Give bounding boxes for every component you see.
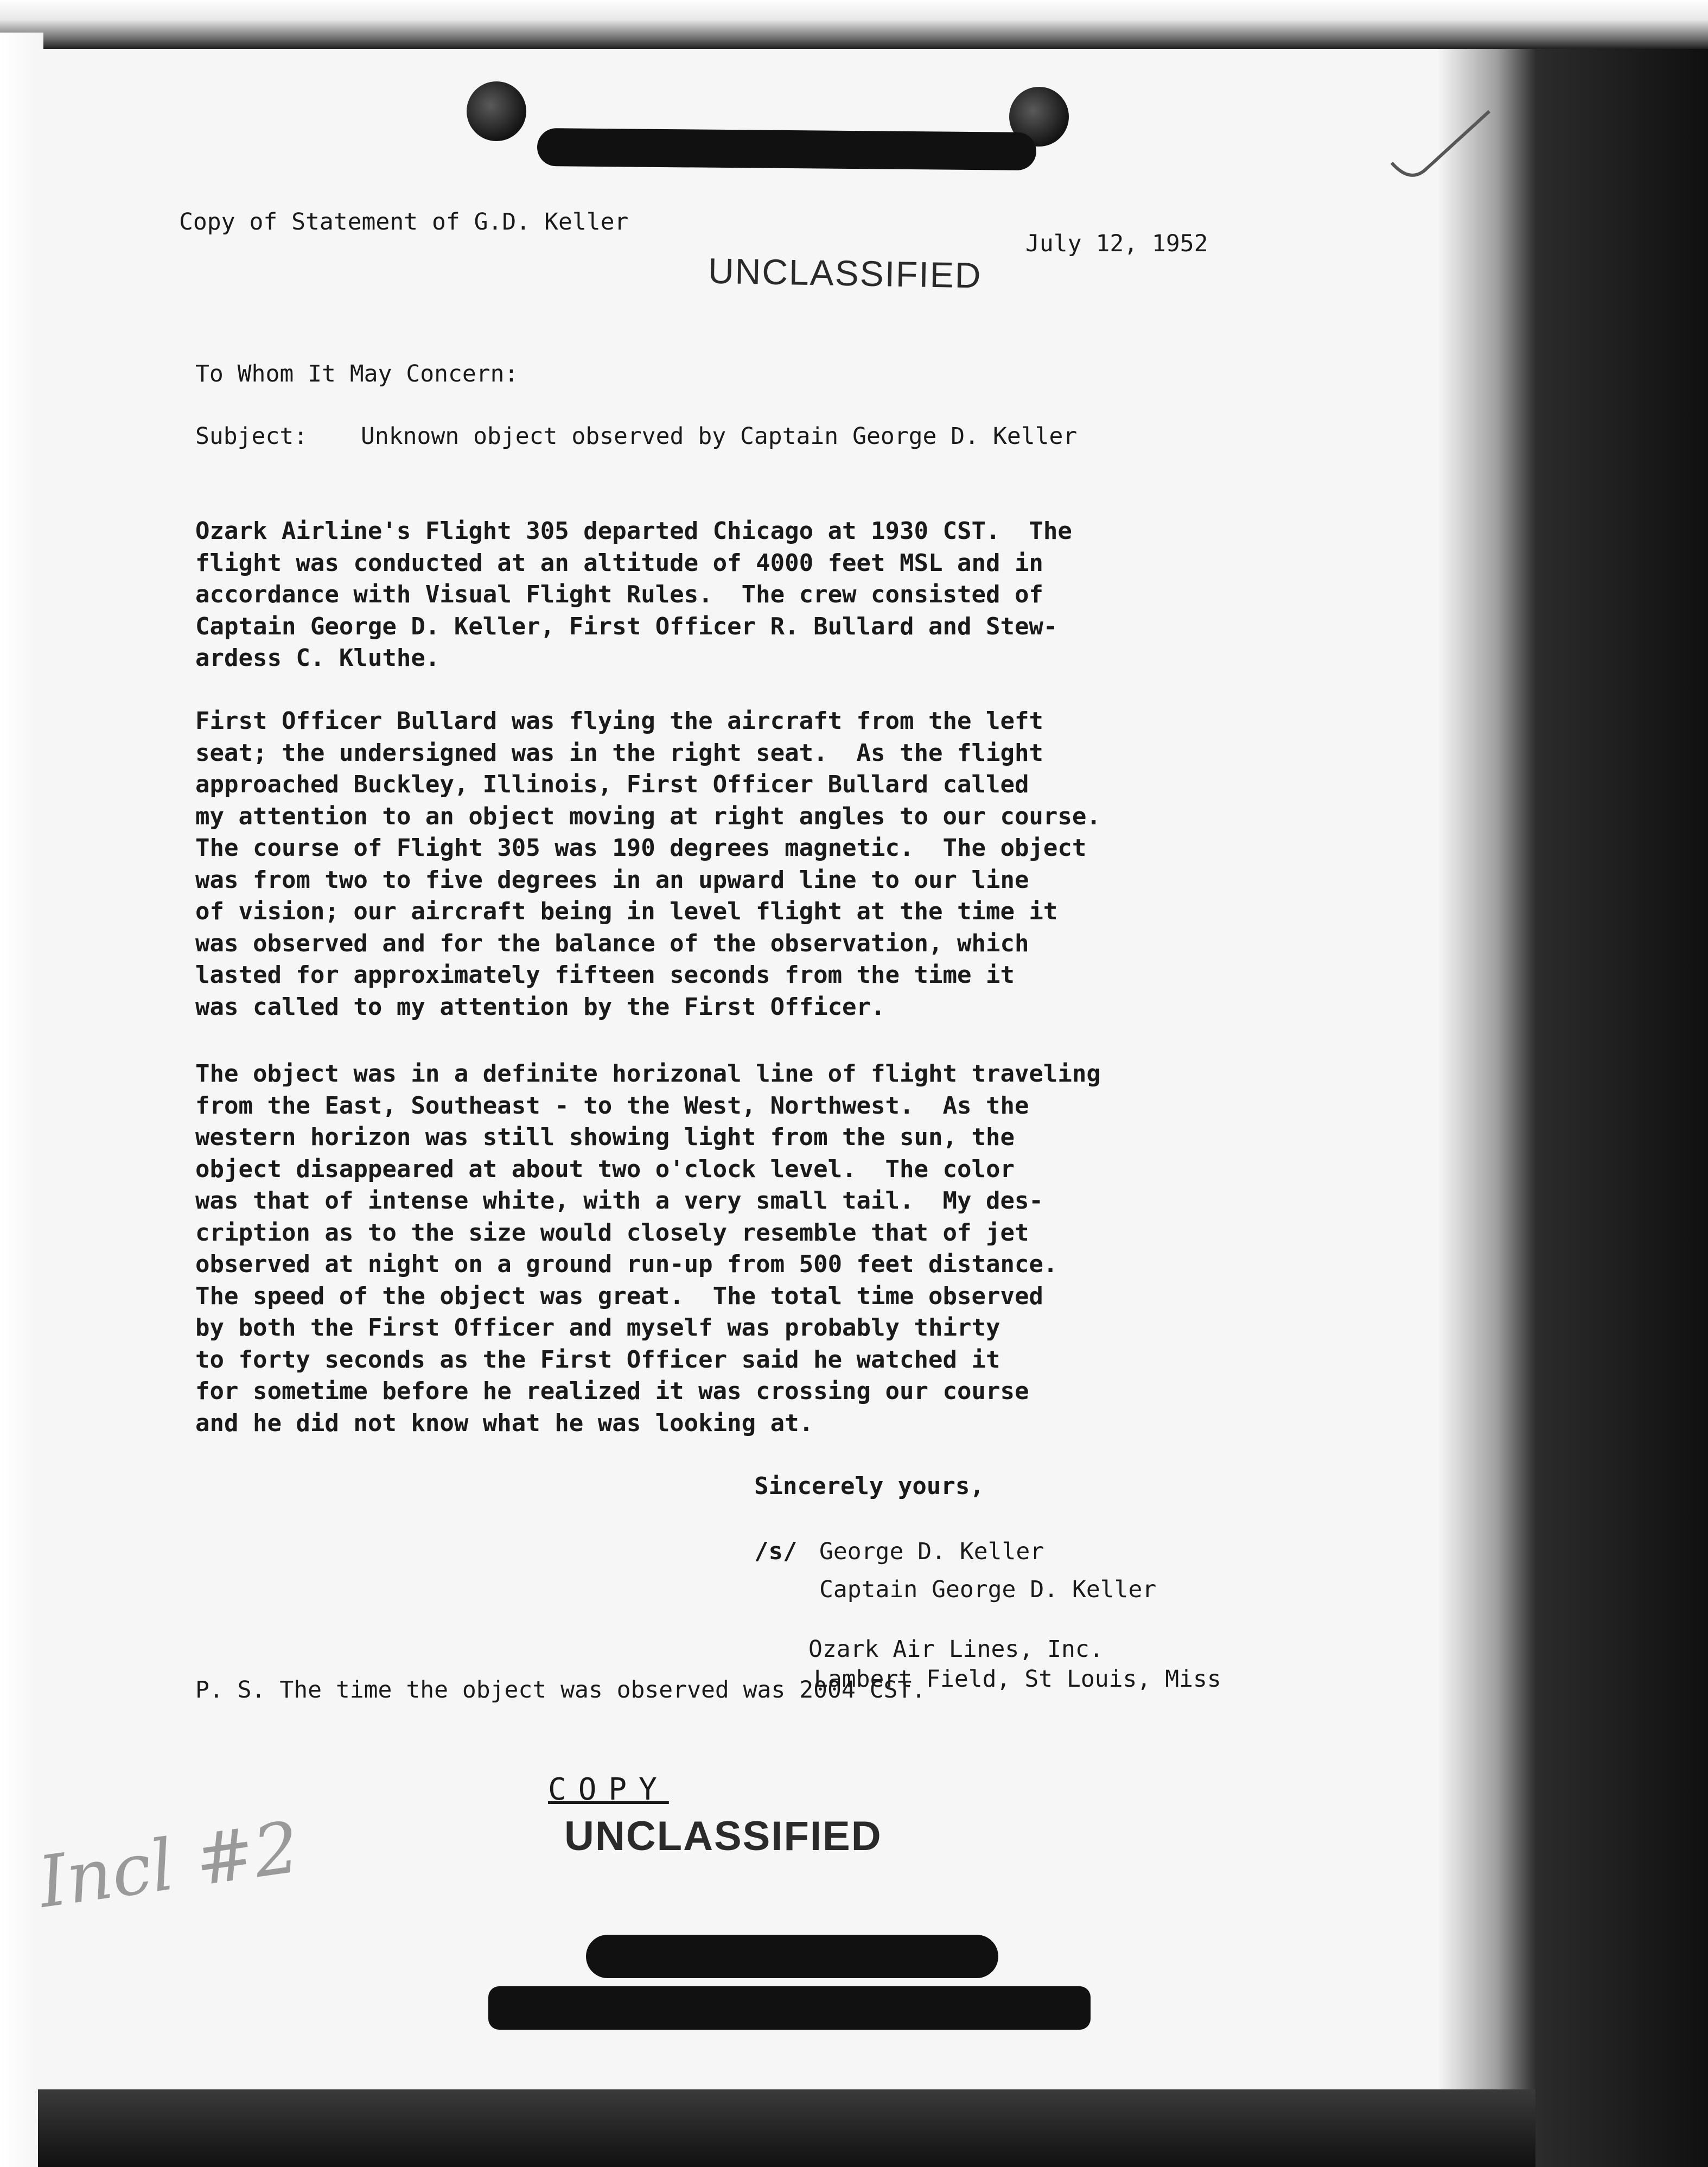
signature-name: George D. Keller [819,1538,1044,1565]
subject-label: Subject: [195,423,308,450]
document-date: July 12, 1952 [1025,230,1208,257]
salutation: To Whom It May Concern: [195,360,519,387]
postscript: P. S. The time the object was observed was 2004 CST. [195,1676,926,1704]
paragraph-3: The object was in a definite horizonal line of flight traveling from the East, Southeast - to the West, Northwest. As the western horizon was still showing light from the sun, the object disappeared at about two o'clock level. The color was that of intense white, with a very small tail. My des- cription as to the size would closely resemble that of jet observed at night on a ground run-up from 500 feet distance. The speed of the object was great. The total time observed by both the First Officer and myself was probably thirty to forty seconds as the First Officer said he watched it for sometime before he realized it was crossing our course and he did not know what he was looking at. [195,1060,1101,1437]
paragraph-2: First Officer Bullard was flying the aircraft from the left seat; the undersigned was in the right seat. As the flight approached Buckley, Illinois, First Officer Bullard called my attention to an object moving at right angles to our course. The course of Flight 305 was 190 degrees magnetic. The object was from two to five degrees in an upward line to our line of vision; our aircraft being in level flight at the time it was observed and for the balance of the observation, which lasted for approximately fifteen seconds from the time it was called to my attention by the First Officer. [195,707,1101,1021]
scan-right-edge [1535,49,1708,2167]
document-title: Copy of Statement of G.D. Keller [179,208,629,236]
redaction-bar-top [537,128,1037,170]
signature-prefix: /s/ [754,1537,798,1565]
paragraph-1: Ozark Airline's Flight 305 departed Chicago at 1930 CST. The flight was conducted at an altitude of 4000 feet MSL and in accordance with Visual Flight Rules. The crew consisted of Captain George D. Keller, First Officer R. Bullard and Stew- ardess C. Kluthe. [195,517,1072,672]
unclassified-stamp-bottom: UNCLASSIFIED [564,1813,882,1859]
check-mark-icon [1389,109,1492,185]
punch-hole-left [467,81,526,141]
scan-top-edge [0,0,1708,49]
valediction: Sincerely yours, [754,1472,984,1500]
handwritten-note: Incl #2 [33,1806,304,1924]
redaction-bar-bottom-2 [488,1986,1091,2030]
signer-company: Ozark Air Lines, Inc. [808,1636,1104,1663]
signer-address: Lambert Field, St Louis, Miss [814,1666,1221,1693]
subject-text: Unknown object observed by Captain George D. Keller [361,423,1078,450]
scan-bottom-edge [38,2089,1535,2167]
copy-mark: COPY [548,1772,669,1807]
document-page [33,49,1535,2089]
unclassified-stamp-top: UNCLASSIFIED [708,250,983,296]
redaction-bar-bottom-1 [586,1935,998,1978]
signer-title-name: Captain George D. Keller [819,1576,1157,1603]
